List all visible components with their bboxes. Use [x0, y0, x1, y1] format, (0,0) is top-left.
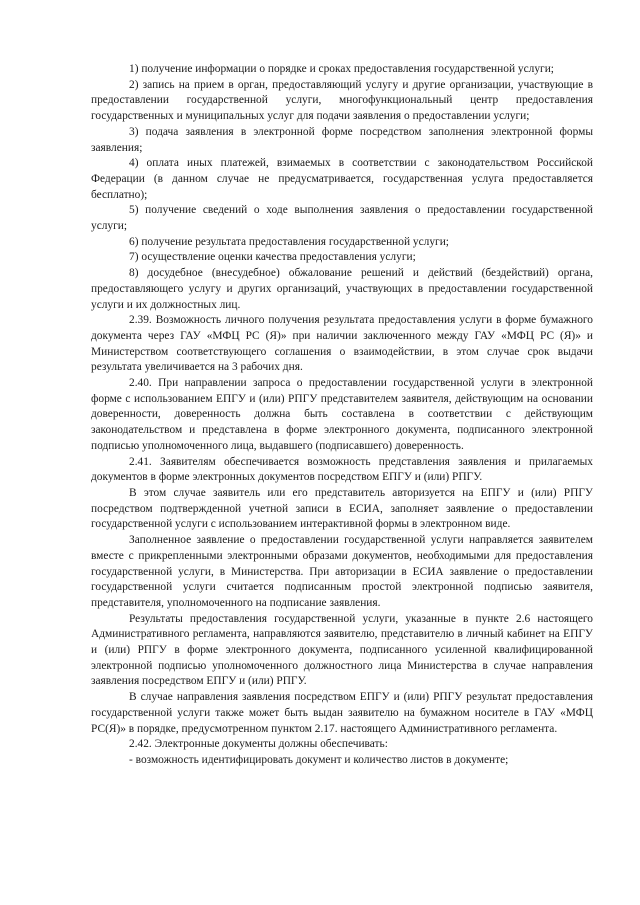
paragraph-item-2: 2) запись на прием в орган, предоставляющий услугу и другие организации, участвующие в предоставлении государственной услуги, многофункциональный центр предоставления государственных и муниципальных услуг для подачи заявления о предоставлении услуги;	[91, 78, 593, 123]
paragraph-2-42: 2.42. Электронные документы должны обеспечивать:	[129, 738, 388, 751]
paragraph-2-40: 2.40. При направлении запроса о предоставлении государственной услуги в электронной форме с использованием ЕПГУ и (или) РПГУ представителем заявителя, действующим на основании доверенности, доверенность должна быть составлена в соответствии с действующим законодательством и представлена в форме электронного документа, подписанного электронной подписью уполномоченного лица, выдавшего (подписавшего) доверенность.	[91, 377, 593, 452]
paragraph-item-4: 4) оплата иных платежей, взимаемых в соответствии с законодательством Российской Федерации (в данном случае не предусматривается, государственная услуга предоставляется бесплатно);	[91, 157, 593, 201]
paragraph-item-6: 6) получение результата предоставления государственной услуги;	[129, 235, 449, 248]
paragraph-2-42-item: - возможность идентифицировать документ и количество листов в документе;	[129, 753, 509, 766]
paragraph-item-8: 8) досудебное (внесудебное) обжалование решений и действий (бездействий) органа, предоставляющего услугу и других организаций, участвующих в предоставлении государственной услуги и их должностных лиц.	[91, 267, 593, 311]
paragraph-2-39: 2.39. Возможность личного получения результата предоставления услуги в форме бумажного документа через ГАУ «МФЦ РС (Я)» при наличии заключенного между ГАУ «МФЦ РС (Я)» и Министерством соответствующего соглашения о взаимодействии, в этом случае срок выдачи результата увеличивается на 3 рабочих дня.	[91, 314, 593, 374]
paragraph-2-41-results: Результаты предоставления государственной услуги, указанные в пункте 2.6 настоящего Административного регламента, направляются заявителю, представителю в личный кабинет на ЕПГУ и (или) РПГУ в форме электронного документа, подписанного усиленной квалифицированной электронной подписью уполномоченного должностного лица Министерства в случае направления заявления посредством ЕПГУ и (или) РПГУ.	[91, 612, 593, 688]
paragraph-2-41-paper-result: В случае направления заявления посредством ЕПГУ и (или) РПГУ результат предоставления государственной услуги также может быть выдан заявителю на бумажном носителе в ГАУ «МФЦ РС(Я)» в порядке, предусмотренном пунктом 2.17. настоящего Административного регламента.	[91, 691, 593, 735]
paragraph-2-41: 2.41. Заявителям обеспечивается возможность представления заявления и прилагаемых документов в форме электронных документов посредством ЕПГУ и (или) РПГУ.	[91, 455, 593, 484]
paragraph-2-41-authorization: В этом случае заявитель или его представитель авторизуется на ЕПГУ и (или) РПГУ посредством подтвержденной учетной записи в ЕСИА, заполняет заявление о предоставлении государственной услуги с использованием интерактивной формы в электронном виде.	[91, 486, 593, 531]
paragraph-item-5: 5) получение сведений о ходе выполнения заявления о предоставлении государственной услуги;	[91, 204, 593, 233]
paragraph-2-41-submission: Заполненное заявление о предоставлении государственной услуги направляется заявителем вместе с прикрепленными электронными образами документов, необходимыми для предоставления государственной услуги, в Министерства. При авторизации в ЕСИА заявление о предоставлении государственной услуги считается подписанным простой электронной подписью заявителя, представителя, уполномоченного на подписание заявления.	[91, 534, 593, 609]
paragraph-item-1: 1) получение информации о порядке и сроках предоставления государственной услуги;	[129, 63, 554, 75]
paragraph-item-7: 7) осуществление оценки качества предоставления услуги;	[129, 251, 416, 264]
paragraph-item-3: 3) подача заявления в электронной форме посредством заполнения электронной формы заявления;	[91, 125, 593, 154]
